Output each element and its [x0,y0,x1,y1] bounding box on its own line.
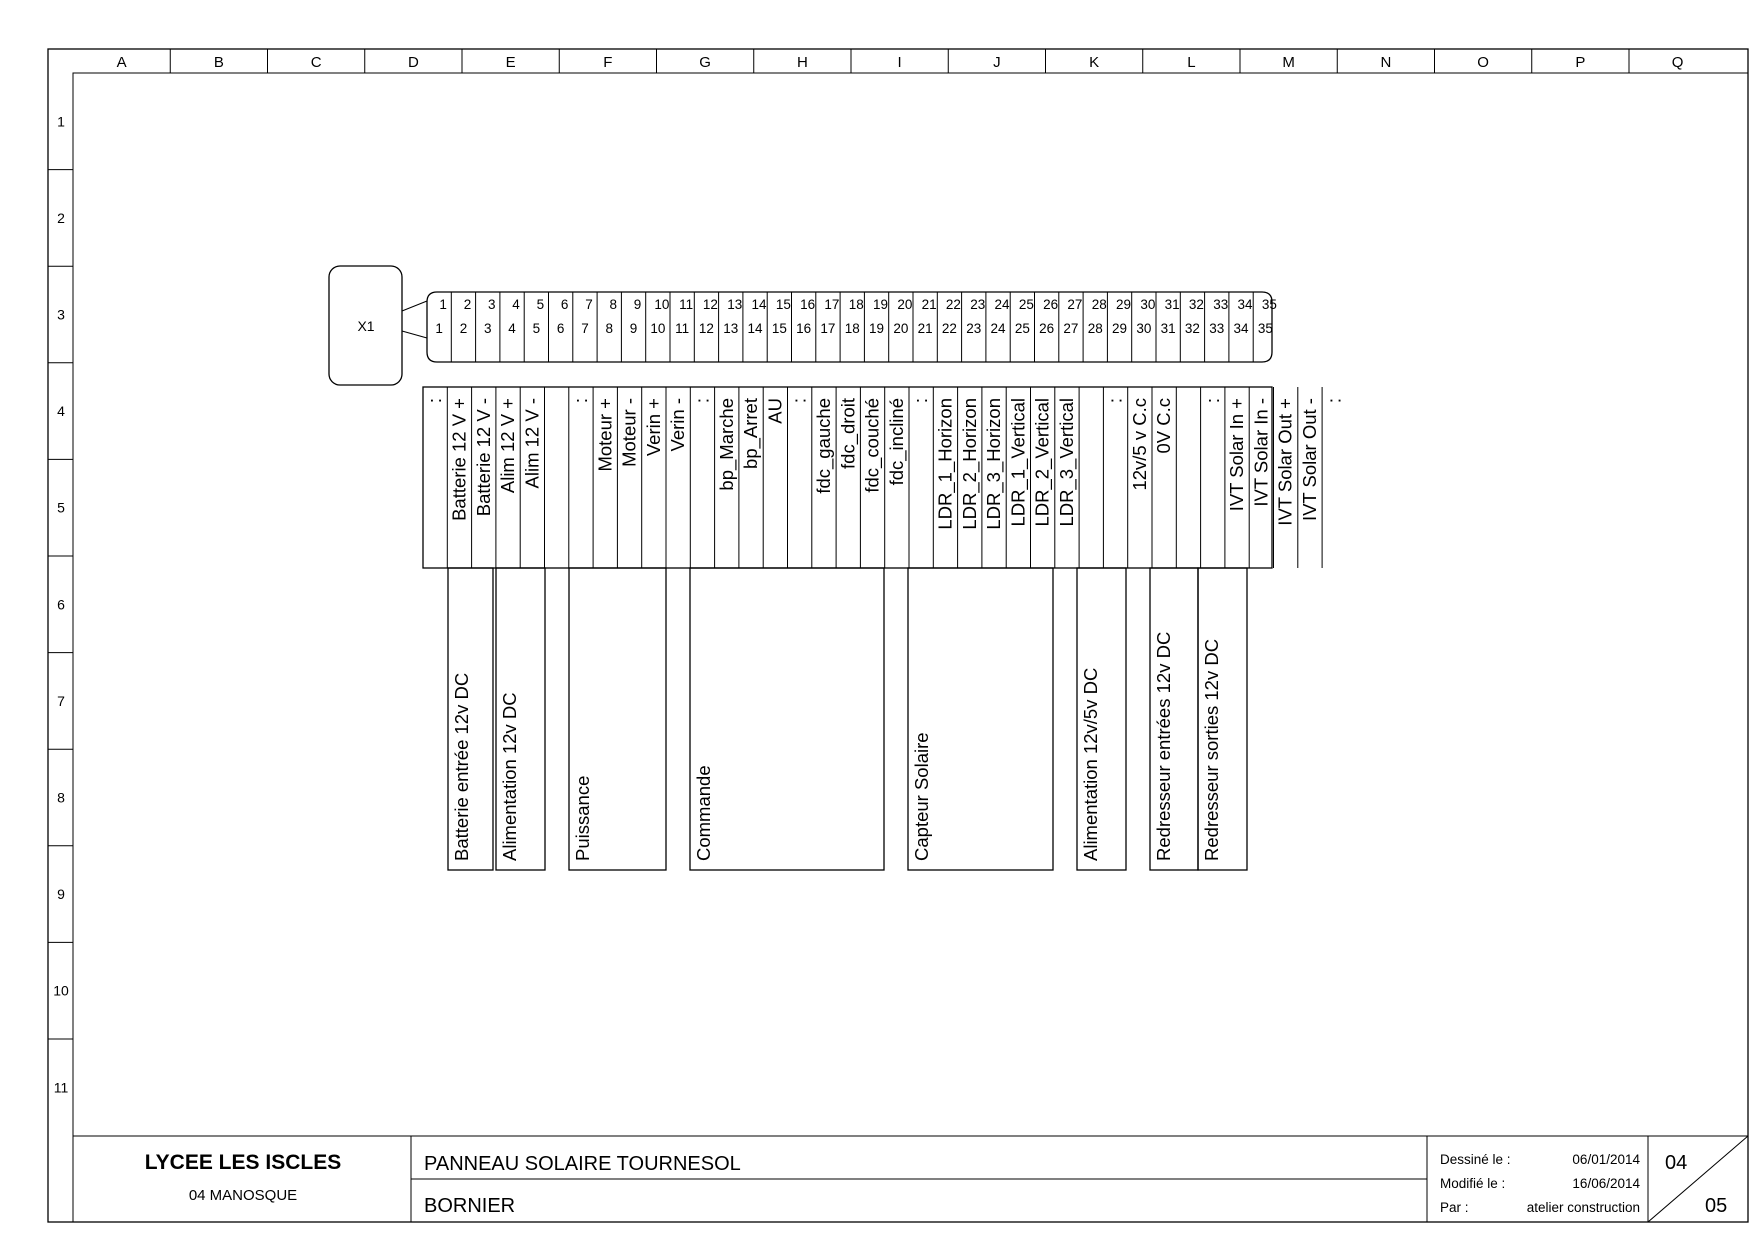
group-label: Batterie entrée 12v DC [451,672,472,861]
terminal-number-bottom: 2 [459,321,468,336]
signal-label: LDR_2_Horizon [958,398,980,530]
connector-label: X1 [357,318,375,334]
terminal-number-bottom: 24 [990,321,1006,336]
terminal-number-top: 6 [560,297,569,312]
signal-label: fdc_couché [861,398,883,493]
terminal-number-top: 14 [751,297,767,312]
signal-label: LDR_1_Vertical [1007,398,1029,527]
column-label: A [116,54,127,71]
column-label: D [407,54,419,71]
column-label: G [699,54,711,71]
column-label: P [1575,54,1586,71]
terminal-number-top: 32 [1188,297,1204,312]
group-label: Capteur Solaire [911,732,932,861]
signal-label: fdc_droit [837,398,859,469]
row-label: 11 [53,1079,69,1096]
terminal-number-top: 15 [775,297,791,312]
modified-label: Modifié le : [1440,1176,1506,1191]
terminal-number-top: 10 [654,297,670,312]
terminal-number-top: 30 [1140,297,1156,312]
signal-label: : [691,398,713,404]
column-label: Q [1671,54,1684,71]
group-label: Alimentation 12v DC [499,692,520,861]
terminal-number-bottom: 11 [675,321,690,336]
terminal-number-top: 12 [702,297,718,312]
drawn-label: Dessiné le : [1440,1152,1511,1167]
terminal-number-bottom: 22 [941,321,957,336]
group-box [690,568,884,870]
author-label: Par : [1440,1200,1469,1215]
terminal-number-top: 19 [873,297,889,312]
terminal-number-top: 35 [1261,297,1277,312]
column-label: J [993,54,1001,71]
terminal-number-top: 8 [609,297,618,312]
group-label: Alimentation 12v/5v DC [1080,667,1101,861]
signal-label: Moteur - [618,398,640,467]
school-name: LYCEE LES ISCLES [144,1151,342,1174]
column-label: N [1380,54,1392,71]
signal-label: fdc_gauche [812,398,834,494]
outer-frame [48,49,1748,1222]
signal-label: IVT Solar Out + [1274,398,1296,526]
terminal-number-bottom: 5 [532,321,541,336]
row-label: 5 [57,499,65,516]
terminal-number-top: 34 [1237,297,1253,312]
title-block [73,1136,1748,1222]
terminal-number-top: 16 [800,297,816,312]
terminal-number-bottom: 30 [1136,321,1152,336]
signal-label: : [1104,398,1126,404]
terminal-number-bottom: 13 [723,321,739,336]
signal-label: : [788,398,810,404]
terminal-number-top: 24 [994,297,1010,312]
column-label: M [1282,54,1295,71]
signal-label: Alim 12 V - [521,398,543,489]
terminal-number-top: 28 [1091,297,1107,312]
signal-label: Verin + [642,398,664,457]
terminal-number-top: 21 [921,297,937,312]
terminal-number-bottom: 34 [1233,321,1249,336]
signal-label: : [569,398,591,404]
group-label: Puissance [572,775,593,861]
signal-label: : [424,398,446,404]
terminal-number-bottom: 27 [1063,321,1079,336]
terminal-number-bottom: 15 [771,321,787,336]
signal-label: Moteur + [594,398,616,472]
terminal-number-bottom: 21 [917,321,933,336]
sheet-title: BORNIER [424,1195,516,1217]
author-name: atelier construction [1526,1200,1640,1215]
column-label: F [603,54,613,71]
signal-label: LDR_1_Horizon [934,397,956,530]
signal-label: fdc_incliné [885,398,907,486]
project-title: PANNEAU SOLAIRE TOURNESOL [424,1153,741,1175]
terminal-number-bottom: 12 [698,321,714,336]
signal-label: : [1201,398,1223,404]
terminal-number-bottom: 23 [966,321,982,336]
school-city: 04 MANOSQUE [188,1187,298,1204]
terminal-number-bottom: 16 [796,321,812,336]
terminal-number-top: 27 [1067,297,1083,312]
terminal-number-top: 33 [1213,297,1229,312]
terminal-number-top: 2 [463,297,472,312]
terminal-number-bottom: 33 [1209,321,1225,336]
terminal-number-top: 5 [536,297,545,312]
terminal-number-bottom: 10 [650,321,666,336]
terminal-number-bottom: 18 [844,321,860,336]
terminal-number-bottom: 4 [508,321,516,336]
terminal-number-bottom: 9 [629,321,638,336]
signal-label: bp_Arret [740,398,762,469]
signal-label: : [910,398,932,404]
terminal-number-bottom: 8 [605,321,614,336]
signal-dividers [447,387,1322,568]
row-labels [53,113,69,1095]
terminal-number-bottom: 26 [1039,321,1055,336]
terminal-number-bottom: 35 [1257,321,1273,336]
terminal-number-top: 22 [945,297,961,312]
terminal-number-top: 20 [897,297,913,312]
column-label: I [897,54,902,71]
signal-label: 0V C.c [1153,398,1175,454]
terminal-number-bottom: 29 [1112,321,1128,336]
signal-label: 12v/5 v C.c [1128,398,1150,491]
inner-frame [73,73,1748,1136]
row-label: 9 [57,886,65,903]
signal-label: Batterie 12 V - [472,398,494,517]
signal-label: IVT Solar In + [1226,398,1248,512]
signal-label: IVT Solar Out - [1298,398,1320,522]
signal-label: Batterie 12 V + [448,398,470,521]
terminal-number-top: 18 [848,297,864,312]
column-label: C [310,54,322,71]
group-label: Redresseur entrées 12v DC [1153,631,1174,861]
terminal-number-bottom: 6 [556,321,565,336]
terminal-number-bottom: 20 [893,321,909,336]
column-label: L [1187,54,1196,71]
modified-date: 16/06/2014 [1572,1176,1640,1191]
row-label: 6 [57,596,65,613]
signal-label: LDR_3_Vertical [1055,398,1077,527]
row-label: 1 [57,113,65,130]
page-number: 04 [1665,1152,1688,1174]
terminal-groups [448,568,1247,870]
connector-link-top [402,301,427,311]
terminal-number-top: 7 [585,297,593,312]
terminal-number-bottom: 14 [747,321,763,336]
column-label: E [505,54,516,71]
drawn-date: 06/01/2014 [1572,1152,1640,1167]
terminal-number-bottom: 32 [1184,321,1200,336]
row-label: 3 [57,306,65,323]
row-label: 4 [57,403,65,420]
column-label: O [1477,54,1489,71]
terminal-number-top: 17 [824,297,840,312]
group-label: Redresseur sorties 12v DC [1201,638,1222,861]
signal-label: IVT Solar In - [1250,398,1272,507]
terminal-number-bottom: 19 [869,321,885,336]
terminal-number-bottom: 1 [435,321,443,336]
row-label: 8 [57,789,65,806]
terminal-numbers [435,297,1276,336]
terminal-number-bottom: 31 [1160,321,1176,336]
row-label: 2 [57,209,65,226]
connector-link-bottom [402,331,427,338]
terminal-number-top: 13 [727,297,743,312]
signal-label: Alim 12 V + [497,398,519,494]
row-label: 10 [53,982,69,999]
terminal-number-top: 3 [487,297,496,312]
terminal-number-bottom: 3 [483,321,492,336]
terminal-number-top: 26 [1043,297,1059,312]
terminal-number-top: 1 [439,297,447,312]
signal-labels [424,398,1344,530]
row-label: 7 [57,692,65,709]
terminal-number-top: 4 [512,297,520,312]
terminal-number-top: 31 [1164,297,1180,312]
signal-label: LDR_2_Vertical [1031,398,1053,527]
terminal-number-top: 9 [633,297,642,312]
terminal-number-top: 29 [1116,297,1132,312]
column-label: B [213,54,224,71]
column-label: K [1089,54,1100,71]
terminal-number-bottom: 7 [581,321,589,336]
column-labels [117,54,1684,71]
signal-label: : [1323,398,1345,404]
page-total: 05 [1705,1195,1728,1217]
terminal-number-bottom: 17 [820,321,836,336]
signal-label: AU [764,398,786,424]
terminal-number-bottom: 25 [1014,321,1030,336]
group-label: Commande [693,765,714,861]
terminal-number-bottom: 28 [1087,321,1103,336]
terminal-number-top: 11 [679,297,694,312]
terminal-number-top: 23 [970,297,986,312]
terminal-number-top: 25 [1018,297,1034,312]
signal-label: LDR_3_Horizon [983,398,1005,530]
signal-label: Verin - [667,398,689,452]
column-label: H [796,54,808,71]
signal-label: bp_Marche [715,398,737,491]
